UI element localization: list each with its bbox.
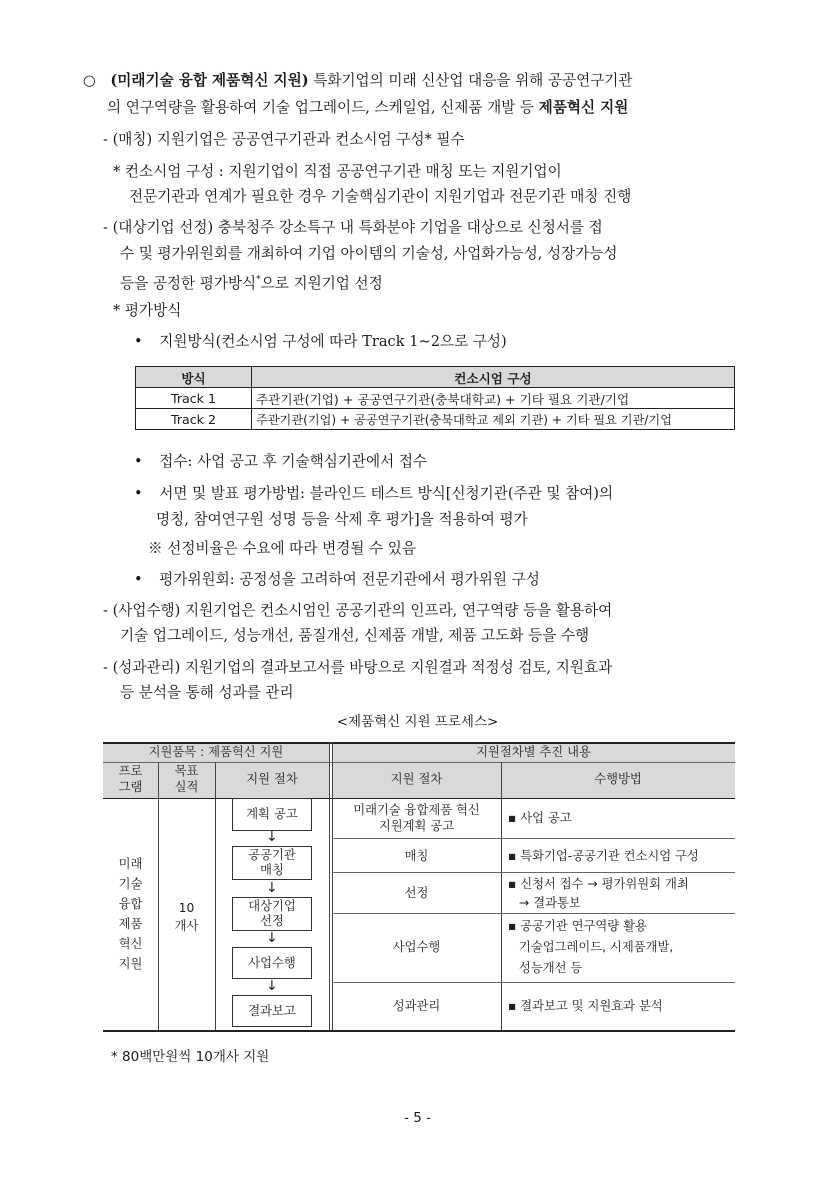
arrow-down-icon: ↓ <box>266 829 278 845</box>
selection-line-3-end: 으로 지원기업 선정 <box>260 274 383 292</box>
method-text: 지원방식(컨소시엄 구성에 따라 Track 1~2으로 구성) <box>159 333 507 350</box>
arrow-down-icon: ↓ <box>266 930 278 946</box>
track-2-name: Track 2 <box>136 409 252 430</box>
col-method: 수행방법 <box>594 772 642 786</box>
program-name <box>103 854 158 974</box>
process-diagram <box>103 742 735 1032</box>
flow-box-plan <box>232 798 312 831</box>
intro-title: (미래기술 융합 제품혁신 지원) <box>110 72 309 89</box>
table-row <box>136 409 735 430</box>
step-matching-name: 매칭 <box>404 849 429 863</box>
step-divider <box>332 838 735 839</box>
selection-line-2: 수 및 평가위원회를 개최하여 기업 아이템의 기술성, 사업화가능성, 성장가능성 <box>120 245 618 262</box>
target-number: 10 <box>178 901 195 915</box>
presentation-text-1: 서면 및 발표 평가방법: 블라인드 테스트 방식[신청기관(주관 및 참여)의 <box>159 485 614 502</box>
step-matching-method: ▪ 특화기업-공공기관 컨소시엄 구성 <box>508 849 699 863</box>
step-name-line: 지원계획 공고 <box>378 819 455 833</box>
intro-line-1 <box>83 68 633 94</box>
bullet-dot: • <box>134 485 143 502</box>
col-divider-4 <box>501 762 502 1030</box>
step-method-line: ▪ 신청서 접수 → 평가위원회 개최 <box>508 877 689 891</box>
program-name-line: 기술 <box>118 877 143 891</box>
committee-text: 평가위원회: 공정성을 고려하여 전문기관에서 평가위원 구성 <box>159 571 540 588</box>
step-method-line: ▪ 공공기관 연구역량 활용 <box>508 919 647 933</box>
execution-line-2: 기술 업그레이드, 성능개선, 품질개선, 신제품 개발, 제품 고도화 등을 수행 <box>120 627 590 644</box>
process-caption: <제품혁신 지원 프로세스> <box>336 714 499 730</box>
col-procedure: 지원 절차 <box>246 772 298 786</box>
page-number: - 5 - <box>404 1110 431 1126</box>
step-execution-method <box>508 916 673 979</box>
track-1-composition: 주관기관(기업) + 공공연구기관(충북대학교) + 기타 필요 기관/기업 <box>252 388 735 409</box>
method-item <box>134 329 507 355</box>
flow-box-label: 선정 <box>260 914 284 928</box>
program-name-line: 혁신 <box>118 937 143 951</box>
col-program-1: 프로 <box>118 764 143 778</box>
eval-heading: * 평가방식 <box>113 302 182 319</box>
flow-box-execution <box>232 947 312 979</box>
flow-box-label: 계획 공고 <box>246 807 298 821</box>
table-row <box>136 388 735 409</box>
flow-box-label: 사업수행 <box>248 955 296 970</box>
step-selection-name: 선정 <box>404 886 429 900</box>
step-name-line: 미래기술 융합제품 혁신 <box>353 803 480 817</box>
target-value <box>158 899 215 935</box>
target-unit: 개사 <box>174 919 199 933</box>
step-method-line: 성능개선 등 <box>519 961 583 975</box>
track-table <box>135 366 735 430</box>
step-plan-name <box>332 802 501 834</box>
arrow-down-icon: ↓ <box>266 880 278 896</box>
step-plan-method: ▪ 사업 공고 <box>508 811 572 825</box>
flow-box-selection <box>232 897 312 931</box>
intro-line2-text: 의 연구역량을 활용하여 기술 업그레이드, 스케일업, 신제품 개발 등 <box>107 99 539 116</box>
step-divider <box>332 982 735 983</box>
intro-line2-bold: 제품혁신 지원 <box>538 99 629 116</box>
col-target-2: 실적 <box>174 780 199 794</box>
step-divider <box>332 913 735 914</box>
flow-box-label: 매칭 <box>260 863 284 877</box>
step-performance-method: ▪ 결과보고 및 지원효과 분석 <box>508 999 663 1013</box>
flow-box-label: 결과보고 <box>248 1003 296 1018</box>
step-execution-name: 사업수행 <box>392 940 441 954</box>
presentation-text-2: 명칭, 참여연구원 성명 등을 삭제 후 평가]을 적용하여 평가 <box>156 511 528 528</box>
intro-line-2 <box>107 95 628 121</box>
selection-asterisk: * <box>256 275 261 285</box>
bottom-rule <box>103 1030 735 1032</box>
program-name-line: 제품 <box>118 917 143 931</box>
header-right: 지원절차별 추진 내용 <box>476 745 591 759</box>
track-1-name: Track 1 <box>136 388 252 409</box>
step-method-line: → 결과통보 <box>519 896 581 910</box>
footnote: * 80백만원씩 10개사 지원 <box>111 1049 270 1065</box>
step-performance-name: 성과관리 <box>392 999 441 1013</box>
consortium-note-line-1: * 컨소시엄 구성 : 지원기업이 직접 공공연구기관 매칭 또는 지원기업이 <box>113 163 562 180</box>
bullet-dot: • <box>134 571 143 588</box>
col-procedure-2: 지원 절차 <box>390 772 443 786</box>
program-name-line: 미래 <box>118 857 143 871</box>
program-name-line: 융합 <box>118 897 143 911</box>
col-divider-1 <box>158 762 159 1030</box>
header-left: 지원품목 : 제품혁신 지원 <box>148 745 284 759</box>
flow-box-report <box>232 995 312 1027</box>
flow-box-label: 공공기관 <box>248 848 296 862</box>
ratio-note: ※ 선정비율은 수요에 따라 변경될 수 있음 <box>148 540 416 557</box>
col-program-2: 그램 <box>118 780 143 794</box>
selection-line-3 <box>120 267 383 297</box>
selection-line-1: - (대상기업 선정) 충북청주 강소특구 내 특화분야 기업을 대상으로 신청서를 접 <box>103 219 603 236</box>
presentation-item <box>134 481 613 507</box>
program-name-line: 지원 <box>118 957 143 971</box>
track-2-composition: 주관기관(기업) + 공공연구기관(충북대학교 제외 기관) + 기타 필요 기관/기업 <box>252 409 735 430</box>
reception-item <box>134 449 427 475</box>
col-divider-2 <box>215 762 216 1030</box>
performance-line-1: - (성과관리) 지원기업의 결과보고서를 바탕으로 지원결과 적정성 검토, 지원효과 <box>103 659 613 676</box>
reception-text: 접수: 사업 공고 후 기술핵심기관에서 접수 <box>159 453 428 470</box>
consortium-note-line-2: 전문기관과 연계가 필요한 경우 기술핵심기관이 지원기업과 전문기관 매칭 진행 <box>129 188 632 205</box>
execution-line-1: - (사업수행) 지원기업은 컨소시엄인 공공기관의 인프라, 연구역량 등을 활용하여 <box>103 602 613 619</box>
bullet-dot: • <box>134 333 143 350</box>
bullet-circle: ○ <box>83 72 96 89</box>
step-selection-method <box>508 875 689 913</box>
flow-box-label: 대상기업 <box>248 899 296 913</box>
step-divider <box>332 872 735 873</box>
header-bottom-rule <box>103 798 735 799</box>
intro-line1-text: 특화기업의 미래 신산업 대응을 위해 공공연구기관 <box>308 72 633 89</box>
matching-item: - (매칭) 지원기업은 공공연구기관과 컨소시엄 구성* 필수 <box>103 131 465 148</box>
bullet-dot: • <box>134 453 143 470</box>
col-target-1: 목표 <box>174 764 199 778</box>
track-header-method: 방식 <box>136 367 252 388</box>
step-method-line: 기술업그레이드, 시제품개발, <box>519 940 674 954</box>
committee-item <box>134 567 540 593</box>
track-header-consortium: 컨소시엄 구성 <box>252 367 735 388</box>
selection-line-3-text: 등을 공정한 평가방식 <box>120 274 257 292</box>
flow-box-matching <box>232 846 312 880</box>
col-divider-3 <box>329 742 330 1030</box>
track-table-header <box>136 367 735 388</box>
performance-line-2: 등 분석을 통해 성과를 관리 <box>120 684 294 701</box>
arrow-down-icon: ↓ <box>266 978 278 994</box>
